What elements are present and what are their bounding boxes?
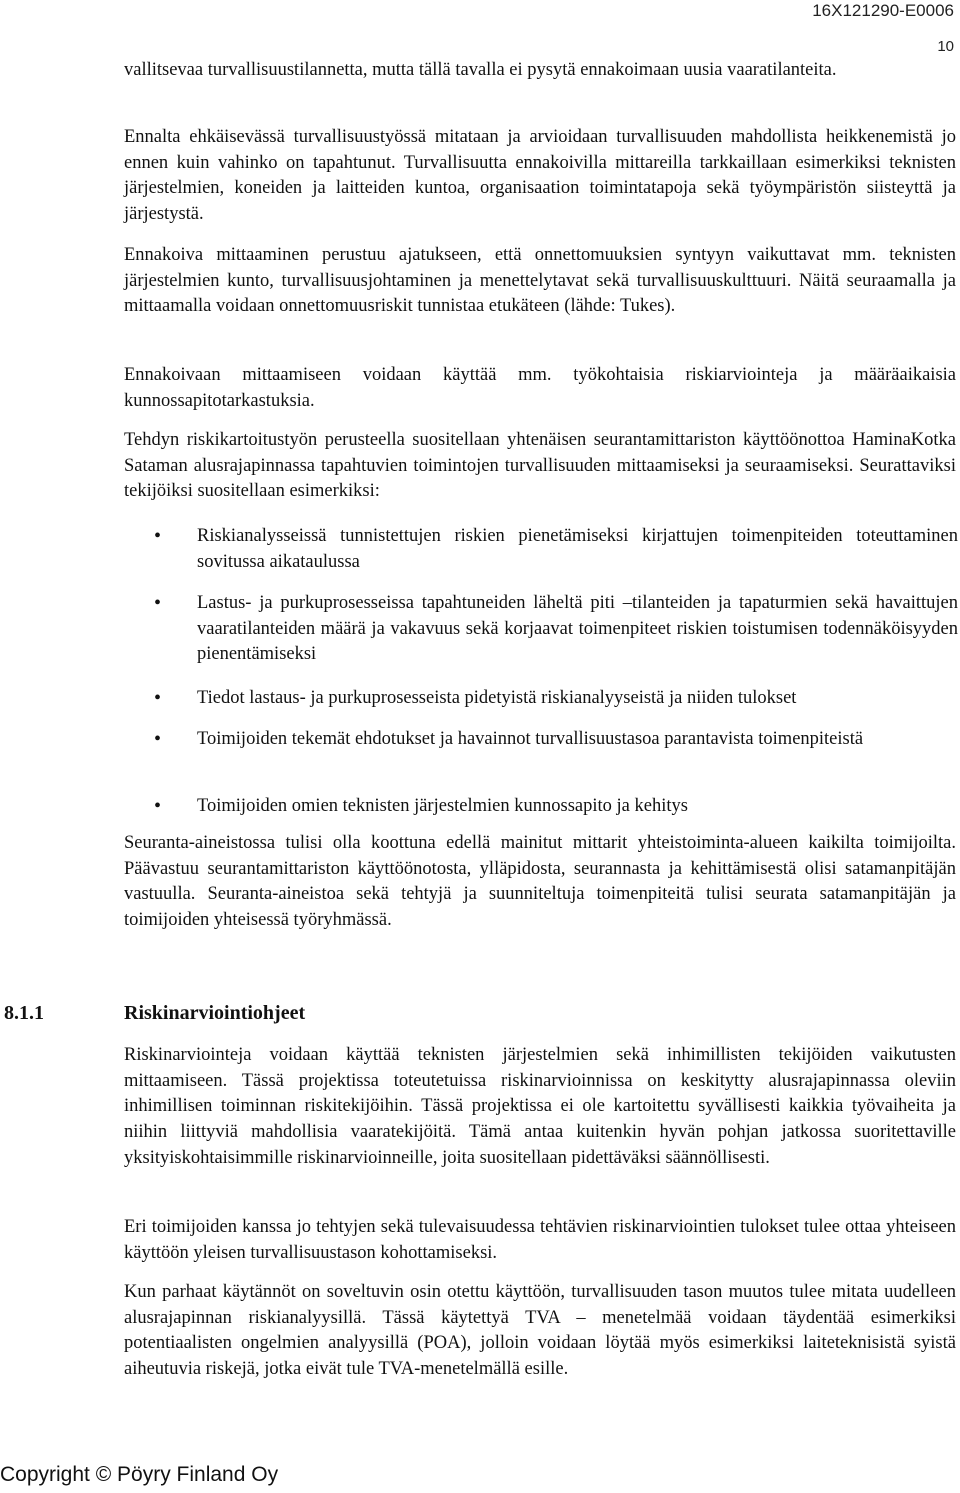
bullet-list-item bbox=[124, 686, 958, 712]
bullet-text: Tiedot lastaus- ja purkuprosesseista pidetyistä riskianalyyseistä ja niiden tulokset bbox=[197, 688, 797, 708]
paragraph: Eri toimijoiden kanssa jo tehtyjen sekä tulevaisuudessa tehtävien riskinarviointien tulokset tulee ottaa yhteiseen käyttöön yleisen turvallisuustason kohottamiseksi. bbox=[124, 1217, 956, 1263]
bullet-icon: • bbox=[154, 687, 162, 709]
paragraph: vallitsevaa turvallisuustilannetta, mutta tällä tavalla ei pysytä ennakoimaan uusia vaaratilanteita. bbox=[124, 60, 837, 80]
paragraph: Kun parhaat käytännöt on soveltuvin osin otettu käyttöön, turvallisuuden tason muutos tulee mitata uudelleen alusrajapinnan riskianalyysillä. Tässä käytettyä TVA – menetelmää voidaan täydentää esimerkiksi potentiaalisten ongelmien analyysillä (POA), jolloin voidaan löytää myös esimerkiksi laiteteknisistä syistä aiheutuvia riskejä, jotka eivät tule TVA-menetelmällä esille. bbox=[124, 1282, 956, 1380]
bullet-text: Lastus- ja purkuprosesseissa tapahtuneiden läheltä piti –tilanteiden ja tapaturmien sekä havaittujen vaaratilanteiden määrä ja vakavuus sekä korjaavat toimenpiteet riskien toistumisen todennäköisyyden pienentämiseksi bbox=[197, 593, 958, 665]
bullet-icon: • bbox=[154, 592, 162, 614]
page-number: 10 bbox=[937, 38, 954, 55]
paragraph: Ennakoiva mittaaminen perustuu ajatukseen, että onnettomuuksien syntyyn vaikuttavat mm. teknisten järjestelmien kunto, turvallisuusjohtaminen ja menettelytavat sekä turvallisuuskulttuuri. Näitä seuraamalla ja mittaamalla voidaan onnettomuusriskit tunnistaa etukäteen (lähde: Tukes). bbox=[124, 245, 956, 317]
paragraph: Ennakoivaan mittaamiseen voidaan käyttää mm. työkohtaisia riskiarviointeja ja määräaikaisia kunnossapitotarkastuksia. bbox=[124, 365, 956, 411]
footer-copyright: Copyright © Pöyry Finland Oy bbox=[0, 1463, 279, 1486]
bullet-icon: • bbox=[154, 728, 162, 750]
bullet-icon: • bbox=[154, 795, 162, 817]
paragraph: Ennalta ehkäisevässä turvallisuustyössä mitataan ja arvioidaan turvallisuuden mahdollista heikkenemistä jo ennen kuin vahinko on tapahtunut. Turvallisuutta ennakoivilla mittareilla tarkkaillaan esimerkiksi teknisten järjestelmien, koneiden ja laitteiden kuntoa, organisaation toimintatapoja sekä työympäristön siisteyttä ja järjestystä. bbox=[124, 127, 956, 225]
section-heading: Riskinarviointiohjeet bbox=[124, 1002, 306, 1024]
paragraph: Riskinarviointeja voidaan käyttää teknisten järjestelmien sekä inhimillisten tekijöiden vaikutusten mittaamiseen. Tässä projektissa toteutetuissa riskinarvioinnissa on keskitytty alusrajapinnassa oleviin inhimillisen toiminnan riskitekijöihin. Tässä projektissa ei ole kartoitettu syvällisesti kaikkia työvaiheita ja niihin liittyviä mahdollisia vaaratekijöitä. Tämä antaa kuitenkin hyvän pohjan jatkossa suoritettaville yksityiskohtaisimmille riskinarvioinneille, joita suositellaan pidettäväksi säännöllisesti. bbox=[124, 1045, 956, 1168]
bullet-list-item bbox=[124, 591, 958, 668]
bullet-text: Toimijoiden omien teknisten järjestelmien kunnossapito ja kehitys bbox=[197, 796, 688, 816]
bullet-icon: • bbox=[154, 525, 162, 547]
document-id: 16X121290-E0006 bbox=[812, 1, 954, 20]
bullet-list-item bbox=[124, 524, 958, 575]
bullet-list-item bbox=[124, 727, 958, 753]
bullet-text: Riskianalysseissä tunnistettujen riskien pienetämiseksi kirjattujen toimenpiteiden toteuttaminen sovitussa aikataulussa bbox=[197, 526, 958, 572]
section-number: 8.1.1 bbox=[4, 1002, 44, 1024]
bullet-list-item bbox=[124, 794, 958, 820]
paragraph: Tehdyn riskikartoitustyön perusteella suositellaan yhtenäisen seurantamittariston käyttöönottoa HaminaKotka Sataman alusrajapinnassa tapahtuvien toimintojen turvallisuuden mittaamiseksi ja seuraamiseksi. Seurattaviksi tekijöiksi suositellaan esimerkiksi: bbox=[124, 430, 956, 502]
paragraph: Seuranta-aineistossa tulisi olla koottuna edellä mainitut mittarit yhteistoiminta-alueen kaikilta toimijoilta. Päävastuu seurantamittariston käyttöönotosta, ylläpidosta, seurannasta ja kehittämisestä olisi satamanpitäjän vastuulla. Seuranta-aineistoa sekä tehtyjä ja suunniteltuja toimenpiteitä tulisi seurata satamanpitäjän ja toimijoiden yhteisessä työryhmässä. bbox=[124, 833, 956, 931]
bullet-text: Toimijoiden tekemät ehdotukset ja havainnot turvallisuustasoa parantavista toimenpiteistä bbox=[197, 729, 864, 749]
